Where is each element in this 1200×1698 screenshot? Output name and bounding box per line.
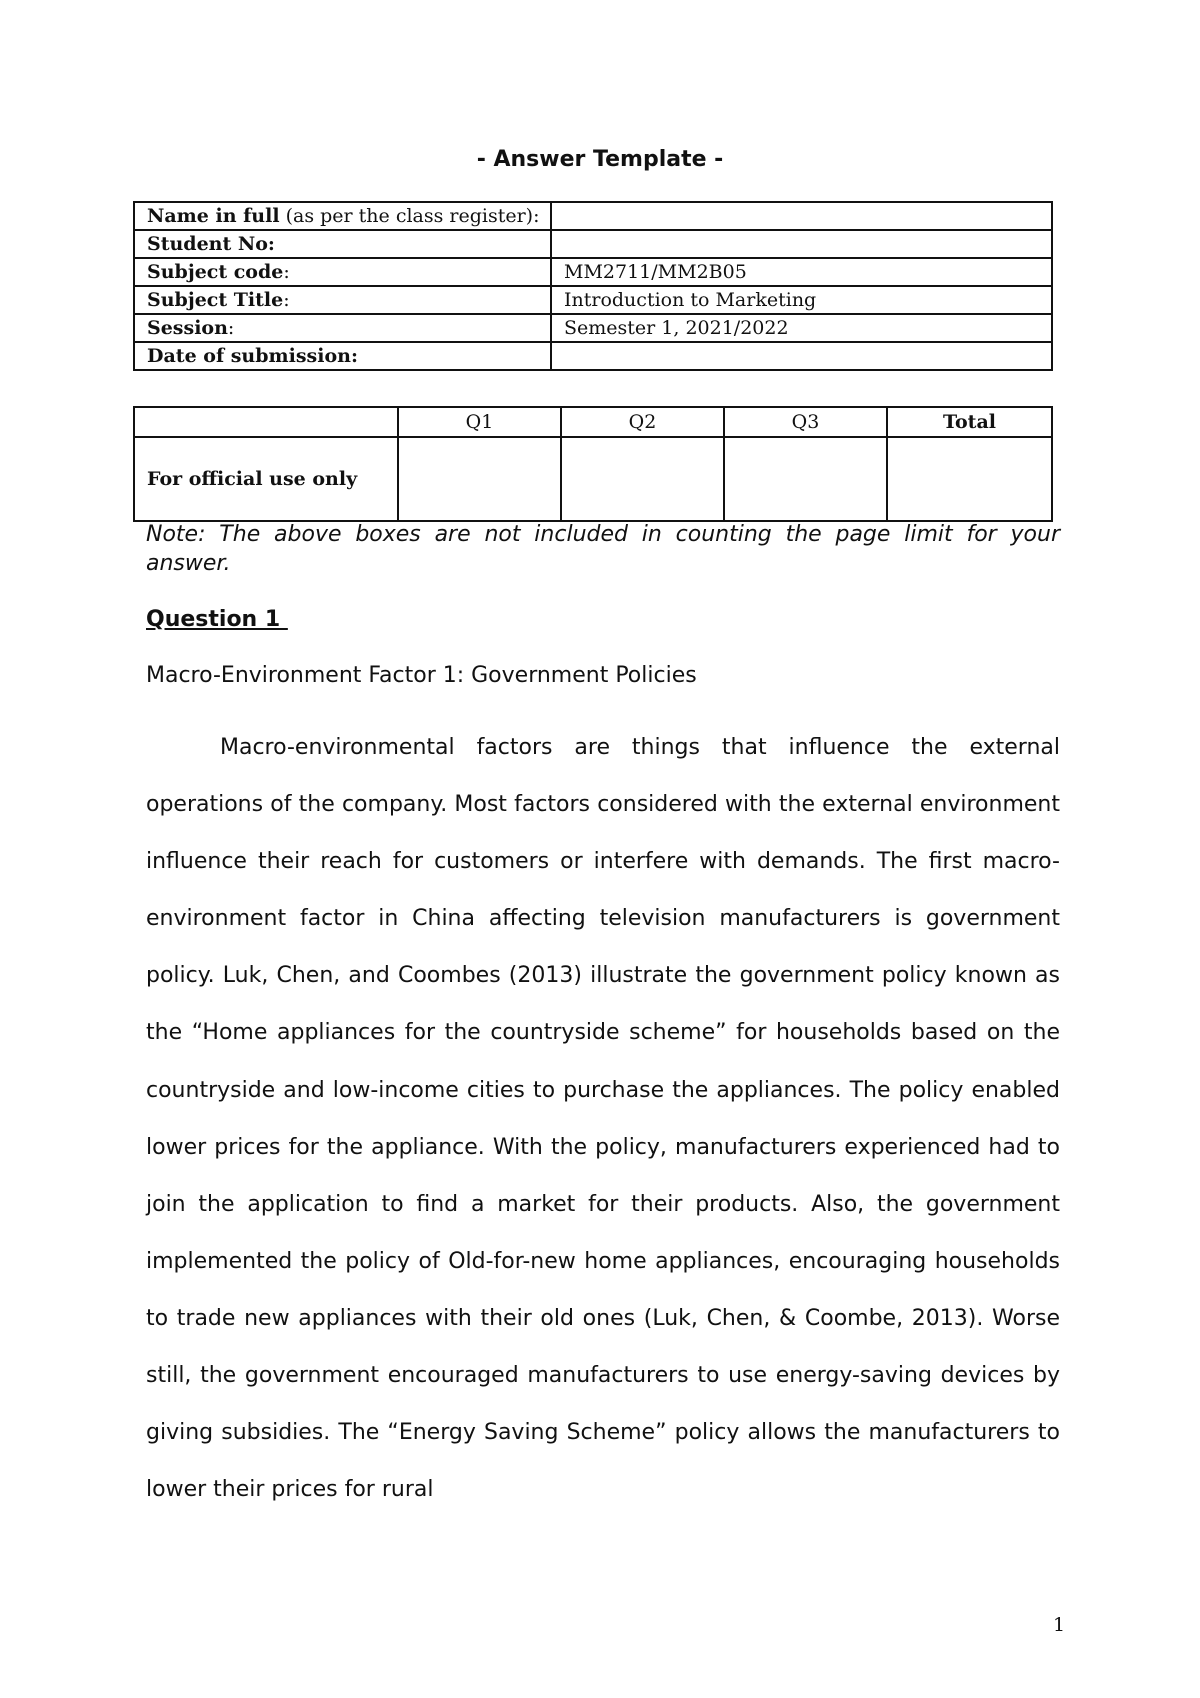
table-row — [134, 342, 1052, 370]
header-q3: Q3 — [724, 407, 887, 437]
official-use-label: For official use only — [134, 437, 398, 521]
header-q2: Q2 — [561, 407, 724, 437]
header-total: Total — [887, 407, 1052, 437]
submission-date-label: Date of submission: — [134, 342, 551, 370]
factor-heading: Macro-Environment Factor 1: Government Policies — [146, 663, 697, 688]
table-row — [134, 202, 1052, 230]
student-no-label: Student No: — [134, 230, 551, 258]
page-limit-note: Note: The above boxes are not included in counting the page limit for your answer. — [146, 522, 1060, 576]
page-title: - Answer Template - — [476, 147, 724, 172]
table-row — [134, 314, 1052, 342]
submission-date-value[interactable] — [551, 342, 1052, 370]
header-blank-cell — [134, 407, 398, 437]
session-label: Session: — [134, 314, 551, 342]
table-header-row — [134, 407, 1052, 437]
table-row — [134, 258, 1052, 286]
name-label: Name in full (as per the class register): — [134, 202, 551, 230]
student-info-table — [133, 201, 1053, 371]
question-heading: Question 1 — [146, 607, 288, 632]
q3-score-cell[interactable] — [724, 437, 887, 521]
subject-title-value: Introduction to Marketing — [551, 286, 1052, 314]
answer-paragraph: Macro-environmental factors are things that influence the external operations of the company. Most factors considered with the external environment influence their reach for customers or interfere with demands. The first macro-environment factor in China affecting television manufacturers is government policy. Luk, Chen, and Coombes (2013) illustrate the government policy known as the “Home appliances for the countryside scheme” for households based on the countryside and low-income cities to purchase the appliances. The policy enabled lower prices for the appliance. With the policy, manufacturers experienced had to join the application to find a market for their products. Also, the government implemented the policy of Old-for-new home appliances, encouraging households to trade new appliances with their old ones (Luk, Chen, & Coombe, 2013). Worse still, the government encouraged manufacturers to use energy-saving devices by giving subsidies. The “Energy Saving Scheme” policy allows the manufacturers to lower their prices for rural — [146, 735, 1060, 1503]
subject-title-label: Subject Title: — [134, 286, 551, 314]
page-number: 1 — [1053, 1614, 1066, 1636]
official-scores-table — [133, 406, 1053, 522]
q1-score-cell[interactable] — [398, 437, 561, 521]
subject-code-value: MM2711/MM2B05 — [551, 258, 1052, 286]
table-row — [134, 286, 1052, 314]
q2-score-cell[interactable] — [561, 437, 724, 521]
table-row — [134, 437, 1052, 521]
header-q1: Q1 — [398, 407, 561, 437]
table-row — [134, 230, 1052, 258]
session-value: Semester 1, 2021/2022 — [551, 314, 1052, 342]
name-value[interactable] — [551, 202, 1052, 230]
subject-code-label: Subject code: — [134, 258, 551, 286]
student-no-value[interactable] — [551, 230, 1052, 258]
total-score-cell[interactable] — [887, 437, 1052, 521]
